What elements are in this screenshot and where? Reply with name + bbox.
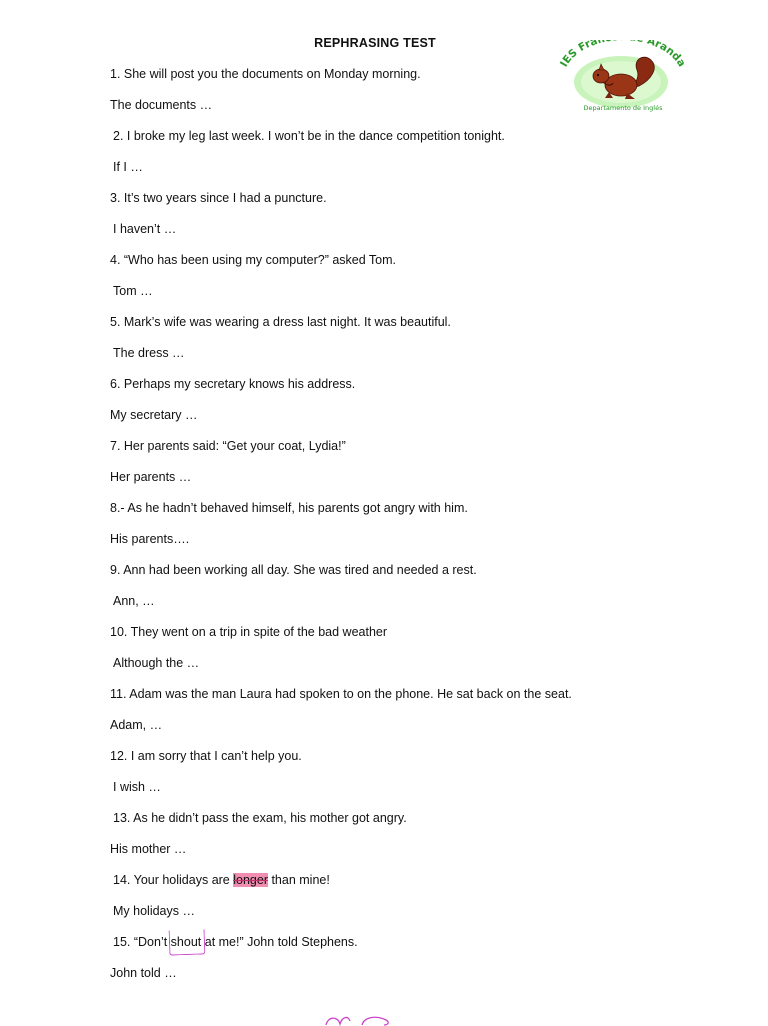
question-14-end: than mine! — [267, 873, 330, 887]
question-13: 13. As he didn’t pass the exam, his mother got angry. — [113, 811, 407, 825]
answer-stem-11: Adam, … — [110, 718, 163, 732]
answer-stem-4: Tom … — [113, 284, 153, 298]
answer-stem-15: John told … — [110, 966, 177, 980]
logo-department: Departamento de Inglés — [583, 104, 663, 112]
question-1: 1. She will post you the documents on Monday morning. — [110, 67, 421, 81]
answer-stem-12: I wish … — [113, 780, 161, 794]
answer-stem-2: If I … — [113, 160, 143, 174]
answer-stem-5: The dress … — [113, 346, 185, 360]
answer-stem-14: My holidays … — [113, 904, 195, 918]
highlighted-word: longer — [233, 873, 268, 887]
answer-stem-1: The documents … — [110, 98, 213, 112]
question-7: 7. Her parents said: “Get your coat, Lydia!” — [110, 439, 346, 453]
answer-stem-7: Her parents … — [110, 470, 192, 484]
school-logo — [555, 40, 690, 116]
question-15-end: at me!” John told Stephens. — [201, 935, 358, 949]
question-14 — [113, 872, 330, 888]
answer-stem-10: Although the … — [113, 656, 200, 670]
question-10: 10. They went on a trip in spite of the bad weather — [110, 625, 388, 639]
question-2: 2. I broke my leg last week. I won’t be in the dance competition tonight. — [113, 129, 505, 143]
question-6: 6. Perhaps my secretary knows his address. — [110, 377, 356, 391]
question-9: 9. Ann had been working all day. She was tired and needed a rest. — [110, 563, 477, 577]
answer-stem-3: I haven’t … — [113, 222, 177, 236]
squirrel-icon — [555, 40, 690, 116]
question-15-start: 15. “Don’t — [113, 935, 171, 949]
answer-stem-8: His parents…. — [110, 532, 190, 546]
question-14-start: 14. Your holidays are — [113, 873, 234, 887]
answer-stem-13: His mother … — [110, 842, 187, 856]
question-12: 12. I am sorry that I can’t help you. — [110, 749, 302, 763]
question-4: 4. “Who has been using my computer?” asked Tom. — [110, 253, 397, 267]
question-8: 8.- As he hadn’t behaved himself, his parents got angry with him. — [110, 501, 468, 515]
question-3: 3. It’s two years since I had a puncture. — [110, 191, 327, 205]
page-title: REPHRASING TEST — [314, 36, 436, 50]
question-5: 5. Mark’s wife was wearing a dress last night. It was beautiful. — [110, 315, 451, 329]
question-11: 11. Adam was the man Laura had spoken to on the phone. He sat back on the seat. — [110, 687, 572, 701]
circled-word: shout — [170, 935, 202, 949]
answer-stem-6: My secretary … — [110, 408, 198, 422]
question-15 — [113, 934, 358, 950]
logo-school-name: IES Fra Aranda — [558, 40, 688, 70]
answer-stem-9: Ann, … — [113, 594, 155, 608]
